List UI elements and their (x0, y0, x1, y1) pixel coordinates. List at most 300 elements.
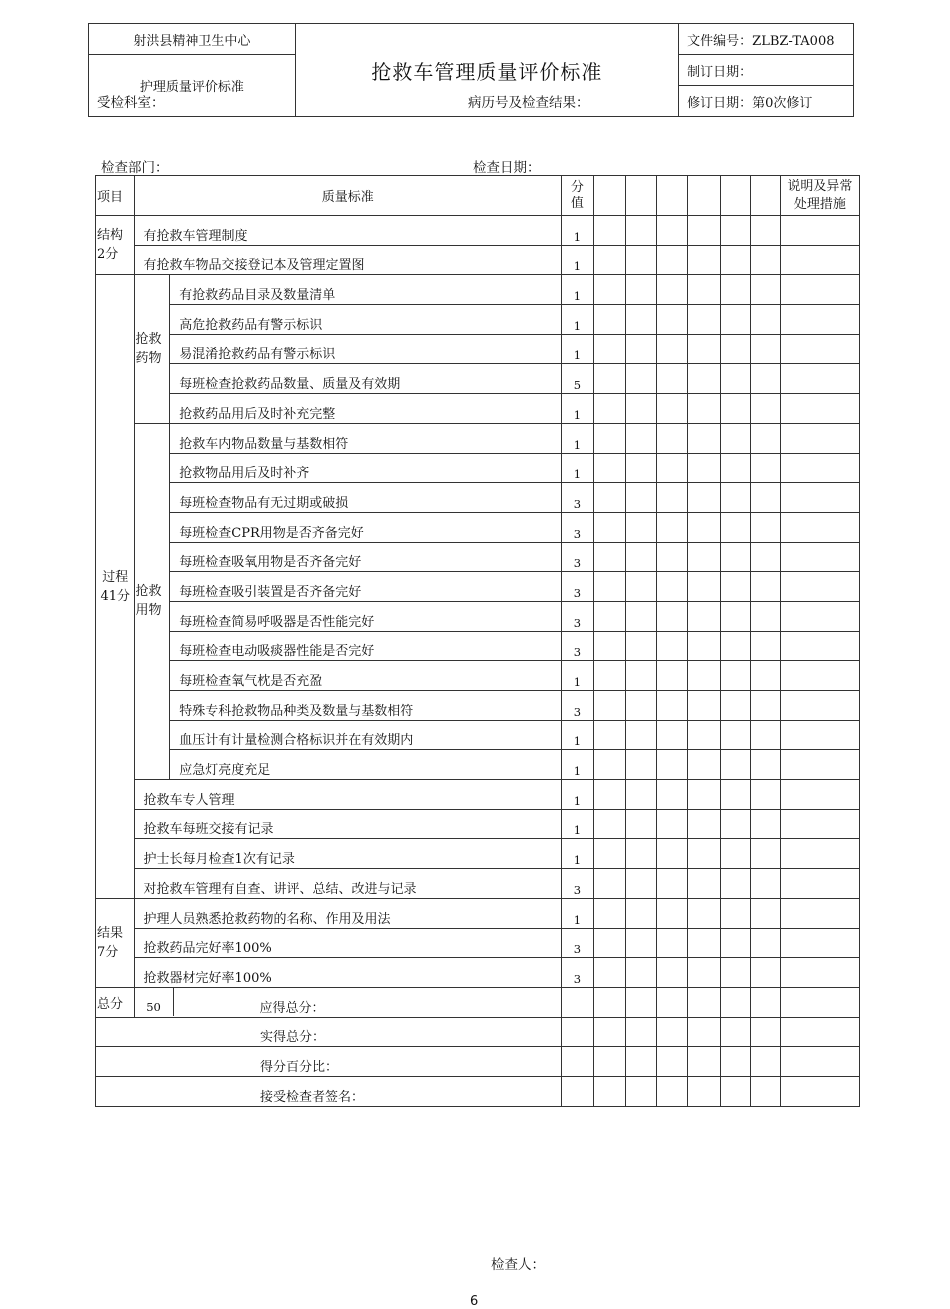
check-cell[interactable] (657, 512, 688, 542)
drug-label: 抢救 药物 (134, 275, 170, 423)
check-cell[interactable] (750, 839, 780, 869)
check-cell[interactable] (688, 809, 721, 839)
table-row (96, 512, 860, 542)
check-cell[interactable] (720, 780, 750, 810)
check-cell[interactable] (720, 691, 750, 721)
check-cell[interactable] (626, 720, 657, 750)
table-row (96, 780, 860, 810)
check-cell[interactable] (626, 987, 657, 1017)
check-cell[interactable] (720, 869, 750, 899)
check-cell[interactable] (750, 809, 780, 839)
signature-label: 接受检查者签名： (96, 1076, 562, 1106)
check-cell[interactable] (657, 631, 688, 661)
check-cell[interactable] (720, 305, 750, 335)
check-cell[interactable] (626, 958, 657, 988)
check-cell[interactable] (593, 631, 626, 661)
score-value: 5 (562, 364, 594, 394)
check-cell[interactable] (626, 809, 657, 839)
table-row (96, 305, 860, 335)
note-cell[interactable] (780, 542, 859, 572)
doc-number: 文件编号：ZLBZ-TA008 (679, 24, 854, 55)
check-cell[interactable] (750, 1047, 780, 1077)
check-cell[interactable] (593, 928, 626, 958)
check-cell[interactable] (750, 512, 780, 542)
col-item-header: 项目 (96, 176, 135, 216)
score-value: 1 (562, 275, 594, 305)
check-cell[interactable] (626, 483, 657, 513)
check-cell[interactable] (593, 453, 626, 483)
check-cell[interactable] (626, 780, 657, 810)
check-cell[interactable] (750, 898, 780, 928)
note-cell[interactable] (780, 1017, 859, 1047)
check-cell[interactable] (688, 1047, 721, 1077)
note-cell[interactable] (780, 364, 859, 394)
check-cell[interactable] (626, 572, 657, 602)
check-cell[interactable] (688, 542, 721, 572)
due-score-label: 应得总分： (259, 1001, 325, 1017)
table-row (96, 1017, 860, 1047)
check-cell[interactable] (593, 661, 626, 691)
check-cell[interactable] (688, 958, 721, 988)
note-cell[interactable] (780, 216, 859, 246)
check-cell[interactable] (720, 176, 750, 216)
check-cell[interactable] (750, 483, 780, 513)
check-cell[interactable] (657, 720, 688, 750)
check-cell[interactable] (750, 334, 780, 364)
check-cell[interactable] (657, 305, 688, 335)
process-label: 过程 41分 (96, 275, 135, 898)
check-cell[interactable] (720, 572, 750, 602)
check-cell[interactable] (593, 1047, 626, 1077)
check-cell[interactable] (657, 601, 688, 631)
score-value: 1 (562, 453, 594, 483)
check-cell[interactable] (626, 691, 657, 721)
check-cell[interactable] (626, 928, 657, 958)
check-cell[interactable] (593, 176, 626, 216)
check-cell[interactable] (593, 780, 626, 810)
check-cell[interactable] (720, 720, 750, 750)
check-cell[interactable] (593, 572, 626, 602)
check-cell[interactable] (593, 958, 626, 988)
table-row (96, 691, 860, 721)
score-value: 1 (562, 334, 594, 364)
check-cell[interactable] (593, 987, 626, 1017)
score-value (562, 987, 594, 1017)
check-cell[interactable] (626, 275, 657, 305)
check-cell[interactable] (626, 394, 657, 424)
check-cell[interactable] (750, 958, 780, 988)
score-value: 1 (562, 898, 594, 928)
check-cell[interactable] (720, 839, 750, 869)
check-cell[interactable] (688, 334, 721, 364)
check-cell[interactable] (750, 275, 780, 305)
check-cell[interactable] (657, 453, 688, 483)
check-cell[interactable] (626, 216, 657, 246)
check-cell[interactable] (688, 661, 721, 691)
standard-text: 每班检查吸氧用物是否齐备完好 (170, 542, 562, 572)
table-row (96, 809, 860, 839)
table-row (96, 572, 860, 602)
table-row (96, 928, 860, 958)
check-cell[interactable] (688, 691, 721, 721)
table-row (96, 542, 860, 572)
check-cell[interactable] (593, 839, 626, 869)
note-cell[interactable] (780, 691, 859, 721)
standard-text: 护理人员熟悉抢救药物的名称、作用及用法 (134, 898, 562, 928)
check-cell[interactable] (688, 631, 721, 661)
standard-text: 每班检查抢救药品数量、质量及有效期 (170, 364, 562, 394)
note-cell[interactable] (780, 898, 859, 928)
check-cell[interactable] (750, 720, 780, 750)
check-cell[interactable] (626, 601, 657, 631)
total-label: 总分 (96, 987, 135, 1017)
col-standard-header: 质量标准 (134, 176, 562, 216)
check-cell[interactable] (657, 928, 688, 958)
note-cell[interactable] (780, 334, 859, 364)
table-row (96, 245, 860, 275)
note-cell[interactable] (780, 1047, 859, 1077)
check-cell[interactable] (750, 216, 780, 246)
check-cell[interactable] (750, 987, 780, 1017)
note-cell[interactable] (780, 453, 859, 483)
check-cell[interactable] (593, 483, 626, 513)
table-row (96, 483, 860, 513)
check-cell[interactable] (626, 1076, 657, 1106)
note-cell[interactable] (780, 780, 859, 810)
check-cell[interactable] (593, 869, 626, 899)
check-cell[interactable] (593, 809, 626, 839)
score-value: 3 (562, 631, 594, 661)
check-cell[interactable] (593, 542, 626, 572)
check-cell[interactable] (626, 869, 657, 899)
check-cell[interactable] (593, 334, 626, 364)
check-cell[interactable] (657, 691, 688, 721)
check-cell[interactable] (720, 1047, 750, 1077)
table-row (96, 750, 860, 780)
check-cell[interactable] (593, 394, 626, 424)
note-cell[interactable] (780, 661, 859, 691)
record-no-label: 病历号及检查结果： (468, 95, 590, 111)
check-cell[interactable] (720, 1076, 750, 1106)
check-cell[interactable] (750, 750, 780, 780)
check-cell[interactable] (593, 512, 626, 542)
check-cell[interactable] (657, 750, 688, 780)
check-cell[interactable] (688, 869, 721, 899)
check-cell[interactable] (593, 750, 626, 780)
note-cell[interactable] (780, 958, 859, 988)
check-cell[interactable] (720, 394, 750, 424)
standard-text: 对抢救车管理有自查、讲评、总结、改进与记录 (134, 869, 562, 899)
standard-text: 应急灯亮度充足 (170, 750, 562, 780)
check-cell[interactable] (720, 661, 750, 691)
table-row (96, 394, 860, 424)
note-cell[interactable] (780, 928, 859, 958)
structure-label: 结构 2分 (96, 216, 135, 275)
check-cell[interactable] (688, 305, 721, 335)
score-value: 3 (562, 601, 594, 631)
check-cell[interactable] (626, 364, 657, 394)
note-cell[interactable] (780, 987, 859, 1017)
check-cell[interactable] (593, 245, 626, 275)
check-cell[interactable] (626, 750, 657, 780)
check-cell[interactable] (593, 305, 626, 335)
note-cell[interactable] (780, 869, 859, 899)
check-cell[interactable] (720, 364, 750, 394)
check-cell[interactable] (750, 542, 780, 572)
score-value: 3 (562, 483, 594, 513)
note-cell[interactable] (780, 750, 859, 780)
percent-label: 得分百分比： (96, 1047, 562, 1077)
standard-text: 抢救器材完好率100% (134, 958, 562, 988)
evaluation-table (95, 175, 860, 1107)
standard-text: 护士长每月检查1次有记录 (134, 839, 562, 869)
table-row (96, 216, 860, 246)
check-cell[interactable] (720, 542, 750, 572)
check-cell[interactable] (688, 275, 721, 305)
check-cell[interactable] (720, 512, 750, 542)
check-cell[interactable] (626, 334, 657, 364)
col-note-header: 说明及异常 处理措施 (780, 176, 859, 216)
score-value: 1 (562, 780, 594, 810)
check-cell[interactable] (593, 1017, 626, 1047)
standard-text: 易混淆抢救药品有警示标识 (170, 334, 562, 364)
table-row (96, 334, 860, 364)
check-cell[interactable] (750, 691, 780, 721)
check-cell[interactable] (657, 364, 688, 394)
check-cell[interactable] (750, 394, 780, 424)
note-cell[interactable] (780, 483, 859, 513)
org-name: 射洪县精神卫生中心 (89, 24, 296, 55)
check-cell[interactable] (593, 275, 626, 305)
check-cell[interactable] (720, 958, 750, 988)
standard-text: 抢救车每班交接有记录 (134, 809, 562, 839)
table-row (96, 453, 860, 483)
score-value: 1 (562, 245, 594, 275)
standard-text: 抢救物品用后及时补齐 (170, 453, 562, 483)
check-cell[interactable] (720, 601, 750, 631)
check-cell[interactable] (750, 780, 780, 810)
check-cell[interactable] (688, 720, 721, 750)
check-cell[interactable] (720, 1017, 750, 1047)
score-value: 3 (562, 869, 594, 899)
check-cell[interactable] (626, 661, 657, 691)
table-row (96, 720, 860, 750)
check-cell[interactable] (688, 572, 721, 602)
check-cell[interactable] (720, 809, 750, 839)
check-cell[interactable] (750, 1076, 780, 1106)
check-cell[interactable] (688, 750, 721, 780)
check-cell[interactable] (657, 572, 688, 602)
check-cell[interactable] (657, 1017, 688, 1047)
table-row (96, 364, 860, 394)
note-cell[interactable] (780, 394, 859, 424)
note-cell[interactable] (780, 809, 859, 839)
check-cell[interactable] (750, 928, 780, 958)
dept-name: 护理质量评价标准 (89, 55, 296, 117)
inspector-label: 检查人： (491, 1257, 545, 1273)
score-value: 1 (562, 720, 594, 750)
check-cell[interactable] (657, 394, 688, 424)
check-cell[interactable] (688, 423, 721, 453)
check-cell[interactable] (657, 483, 688, 513)
check-cell[interactable] (688, 1076, 721, 1106)
result-label: 结果 7分 (96, 898, 135, 987)
check-cell[interactable] (688, 245, 721, 275)
check-cell[interactable] (688, 364, 721, 394)
check-cell[interactable] (688, 601, 721, 631)
check-cell[interactable] (750, 1017, 780, 1047)
note-cell[interactable] (780, 423, 859, 453)
check-cell[interactable] (688, 453, 721, 483)
check-cell[interactable] (657, 542, 688, 572)
check-cell[interactable] (688, 839, 721, 869)
check-cell[interactable] (657, 839, 688, 869)
check-cell[interactable] (593, 720, 626, 750)
check-cell[interactable] (688, 1017, 721, 1047)
table-row (96, 601, 860, 631)
check-cell[interactable] (720, 453, 750, 483)
score-value (562, 1017, 594, 1047)
score-value: 1 (562, 750, 594, 780)
check-cell[interactable] (657, 275, 688, 305)
check-cell[interactable] (688, 780, 721, 810)
standard-text: 每班检查电动吸痰器性能是否完好 (170, 631, 562, 661)
note-cell[interactable] (780, 275, 859, 305)
check-cell[interactable] (750, 869, 780, 899)
check-cell[interactable] (688, 483, 721, 513)
table-row (96, 839, 860, 869)
check-cell[interactable] (626, 542, 657, 572)
check-cell[interactable] (657, 176, 688, 216)
note-cell[interactable] (780, 601, 859, 631)
actual-score-label: 实得总分： (96, 1017, 562, 1047)
check-cell[interactable] (657, 869, 688, 899)
check-cell[interactable] (593, 364, 626, 394)
check-cell[interactable] (720, 631, 750, 661)
standard-text: 每班检查氧气枕是否充盈 (170, 661, 562, 691)
check-cell[interactable] (720, 750, 750, 780)
note-cell[interactable] (780, 245, 859, 275)
inspect-dept-label: 检查部门： (101, 160, 169, 176)
check-cell[interactable] (720, 423, 750, 453)
check-cell[interactable] (626, 1047, 657, 1077)
table-row (96, 1047, 860, 1077)
check-cell[interactable] (657, 216, 688, 246)
check-cell[interactable] (688, 928, 721, 958)
check-cell[interactable] (750, 572, 780, 602)
check-cell[interactable] (720, 898, 750, 928)
check-cell[interactable] (688, 898, 721, 928)
note-cell[interactable] (780, 839, 859, 869)
check-cell[interactable] (626, 453, 657, 483)
note-cell[interactable] (780, 631, 859, 661)
note-cell[interactable] (780, 1076, 859, 1106)
check-cell[interactable] (626, 898, 657, 928)
check-cell[interactable] (688, 176, 721, 216)
score-value: 1 (562, 809, 594, 839)
check-cell[interactable] (657, 1047, 688, 1077)
check-cell[interactable] (626, 245, 657, 275)
check-cell[interactable] (750, 423, 780, 453)
check-cell[interactable] (750, 176, 780, 216)
check-cell[interactable] (593, 423, 626, 453)
check-cell[interactable] (626, 176, 657, 216)
check-cell[interactable] (657, 898, 688, 928)
check-cell[interactable] (657, 958, 688, 988)
note-cell[interactable] (780, 720, 859, 750)
check-cell[interactable] (626, 631, 657, 661)
note-cell[interactable] (780, 305, 859, 335)
check-cell[interactable] (720, 483, 750, 513)
table-row (96, 631, 860, 661)
check-cell[interactable] (657, 809, 688, 839)
check-cell[interactable] (657, 1076, 688, 1106)
made-date: 制订日期： (679, 55, 854, 86)
check-cell[interactable] (626, 1017, 657, 1047)
check-cell[interactable] (657, 661, 688, 691)
check-cell[interactable] (626, 305, 657, 335)
check-cell[interactable] (720, 245, 750, 275)
check-cell[interactable] (750, 305, 780, 335)
inspected-dept-label: 受检科室： (97, 95, 165, 111)
check-cell[interactable] (593, 1076, 626, 1106)
standard-text: 有抢救药品目录及数量清单 (170, 275, 562, 305)
check-cell[interactable] (720, 216, 750, 246)
check-cell[interactable] (657, 780, 688, 810)
check-cell[interactable] (750, 245, 780, 275)
note-cell[interactable] (780, 512, 859, 542)
score-value: 3 (562, 958, 594, 988)
score-value: 1 (562, 423, 594, 453)
check-cell[interactable] (720, 334, 750, 364)
check-cell[interactable] (688, 512, 721, 542)
check-cell[interactable] (657, 423, 688, 453)
check-cell[interactable] (626, 839, 657, 869)
check-cell[interactable] (626, 423, 657, 453)
note-cell[interactable] (780, 572, 859, 602)
check-cell[interactable] (688, 987, 721, 1017)
check-cell[interactable] (750, 453, 780, 483)
score-value (562, 1047, 594, 1077)
table-row (96, 987, 860, 1017)
check-cell[interactable] (688, 394, 721, 424)
check-cell[interactable] (593, 691, 626, 721)
standard-text: 每班检查CPR用物是否齐备完好 (170, 512, 562, 542)
check-cell[interactable] (657, 334, 688, 364)
score-value: 1 (562, 216, 594, 246)
check-cell[interactable] (720, 987, 750, 1017)
score-value: 1 (562, 394, 594, 424)
check-cell[interactable] (750, 661, 780, 691)
standard-text: 抢救药品用后及时补充完整 (170, 394, 562, 424)
check-cell[interactable] (688, 216, 721, 246)
score-value: 3 (562, 691, 594, 721)
check-cell[interactable] (750, 631, 780, 661)
check-cell[interactable] (657, 245, 688, 275)
check-cell[interactable] (593, 601, 626, 631)
check-cell[interactable] (593, 216, 626, 246)
check-cell[interactable] (593, 898, 626, 928)
check-cell[interactable] (720, 275, 750, 305)
check-cell[interactable] (750, 364, 780, 394)
table-row (96, 661, 860, 691)
check-cell[interactable] (750, 601, 780, 631)
check-cell[interactable] (657, 987, 688, 1017)
score-value: 3 (562, 572, 594, 602)
check-cell[interactable] (720, 928, 750, 958)
check-cell[interactable] (626, 512, 657, 542)
standard-text: 血压计有计量检测合格标识并在有效期内 (170, 720, 562, 750)
